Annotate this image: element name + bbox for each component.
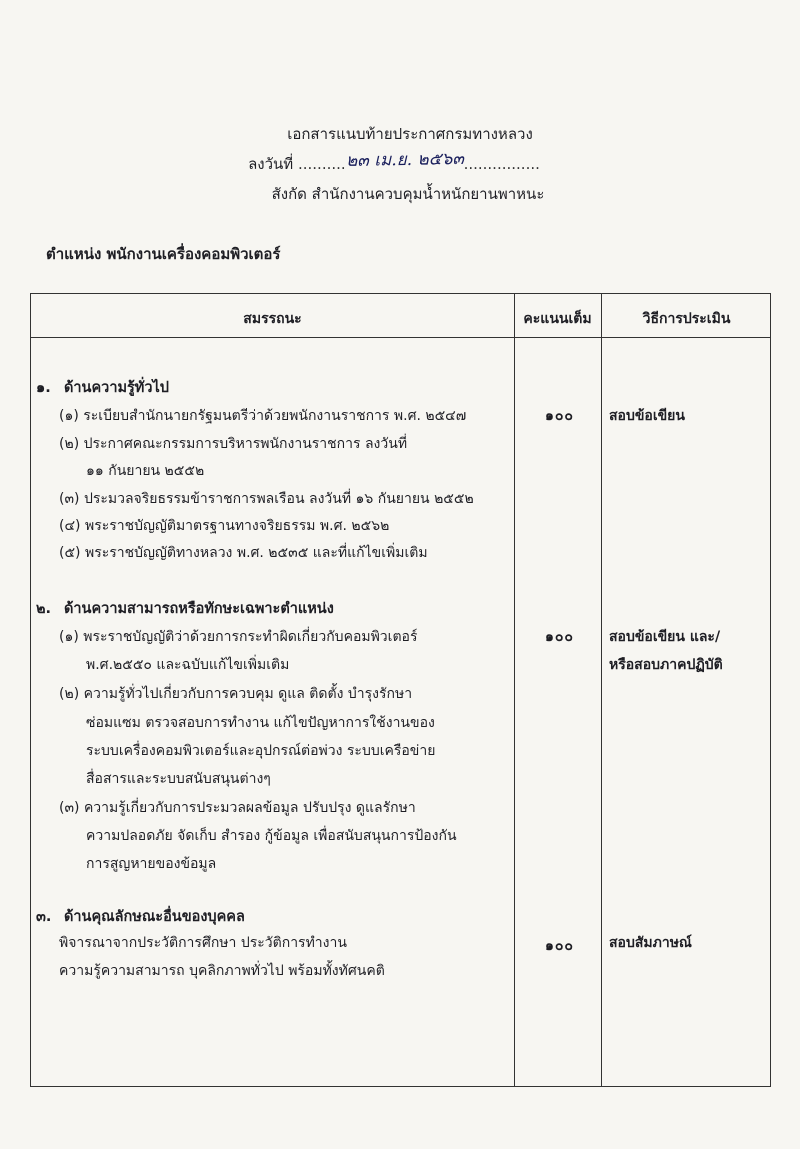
section-line: (๕) พระราชบัญญัติทางหลวง พ.ศ. ๒๕๓๕ และที่แก้ไขเพิ่มเติม [59, 545, 428, 561]
section-line: (๒) ความรู้ทั่วไปเกี่ยวกับการควบคุม ดูแล ติดตั้ง บำรุงรักษา [59, 686, 413, 702]
section-method: สอบข้อเขียน [609, 408, 685, 424]
section-score: ๑๐๐ [545, 408, 574, 424]
section-title [36, 376, 169, 399]
affiliation-line: สังกัด สำนักงานควบคุมน้ำหนักยานพาหนะ [271, 185, 545, 203]
section-title-text: ด้านความรู้ทั่วไป [64, 380, 169, 396]
section-score: ๑๐๐ [545, 629, 574, 645]
header-divider [31, 337, 770, 338]
date-trailer-dots: ................ [463, 155, 540, 173]
date-label: ลงวันที่ [248, 155, 294, 173]
header-competency: สมรรถนะ [243, 311, 302, 327]
section-title-text: ด้านความสามารถหรือทักษะเฉพาะตำแหน่ง [64, 601, 334, 617]
section-method: หรือสอบภาคปฏิบัติ [609, 657, 723, 673]
section-method: สอบสัมภาษณ์ [609, 935, 692, 951]
handwritten-date: ๒๓ เม.ย. ๒๕๖๓ [345, 148, 464, 172]
section-line: (๑) ระเบียบสำนักนายกรัฐมนตรีว่าด้วยพนักงานราชการ พ.ศ. ๒๕๔๗ [59, 408, 467, 424]
header-assessment-method: วิธีการประเมิน [642, 311, 731, 327]
section-method: สอบข้อเขียน และ/ [609, 629, 721, 645]
section-number: ๑. [36, 380, 51, 396]
section-line: ความรู้ความสามารถ บุคลิกภาพทั่วไป พร้อมทั้งทัศนคติ [59, 963, 385, 979]
date-leader-dots: .......... [297, 155, 346, 173]
section-number: ๓. [36, 909, 52, 925]
section-line: (๓) ความรู้เกี่ยวกับการประมวลผลข้อมูล ปรับปรุง ดูแลรักษา [59, 800, 416, 816]
section-title-text: ด้านคุณลักษณะอื่นของบุคคล [64, 909, 245, 925]
section-title [36, 597, 334, 620]
section-line: (๒) ประกาศคณะกรรมการบริหารพนักงานราชการ ลงวันที่ [59, 436, 408, 452]
section-line: ความปลอดภัย จัดเก็บ สำรอง กู้ข้อมูล เพื่อสนับสนุนการป้องกัน [86, 828, 457, 844]
section-line: ระบบเครื่องคอมพิวเตอร์และอุปกรณ์ต่อพ่วง ระบบเครือข่าย [86, 743, 436, 759]
section-number: ๒. [36, 601, 52, 617]
section-line: ซ่อมแซม ตรวจสอบการทำงาน แก้ไขปัญหาการใช้งานของ [86, 715, 435, 731]
document-heading: เอกสารแนบท้ายประกาศกรมทางหลวง [287, 125, 533, 143]
section-line: (๓) ประมวลจริยธรรมข้าราชการพลเรือน ลงวันที่ ๑๖ กันยายน ๒๕๕๒ [59, 491, 474, 507]
competency-table [30, 293, 771, 1087]
section-line: สื่อสารและระบบสนับสนุนต่างๆ [86, 771, 271, 787]
section-line: พิจารณาจากประวัติการศึกษา ประวัติการทำงาน [59, 935, 347, 951]
date-line [0, 150, 794, 177]
section-line: (๑) พระราชบัญญัติว่าด้วยการกระทำผิดเกี่ยวกับคอมพิวเตอร์ [59, 629, 418, 645]
section-line: ๑๑ กันยายน ๒๕๕๒ [86, 463, 205, 479]
section-line: การสูญหายของข้อมูล [86, 856, 217, 872]
section-line: พ.ศ.๒๕๕๐ และฉบับแก้ไขเพิ่มเติม [86, 657, 290, 673]
section-line: (๔) พระราชบัญญัติมาตรฐานทางจริยธรรม พ.ศ. ๒๕๖๒ [59, 518, 390, 534]
header-full-score: คะแนนเต็ม [523, 311, 592, 327]
column-divider [601, 294, 602, 1086]
section-title [36, 905, 245, 928]
position-title: ตำแหน่ง พนักงานเครื่องคอมพิวเตอร์ [46, 245, 281, 263]
section-score: ๑๐๐ [545, 938, 574, 954]
column-divider [514, 294, 515, 1086]
